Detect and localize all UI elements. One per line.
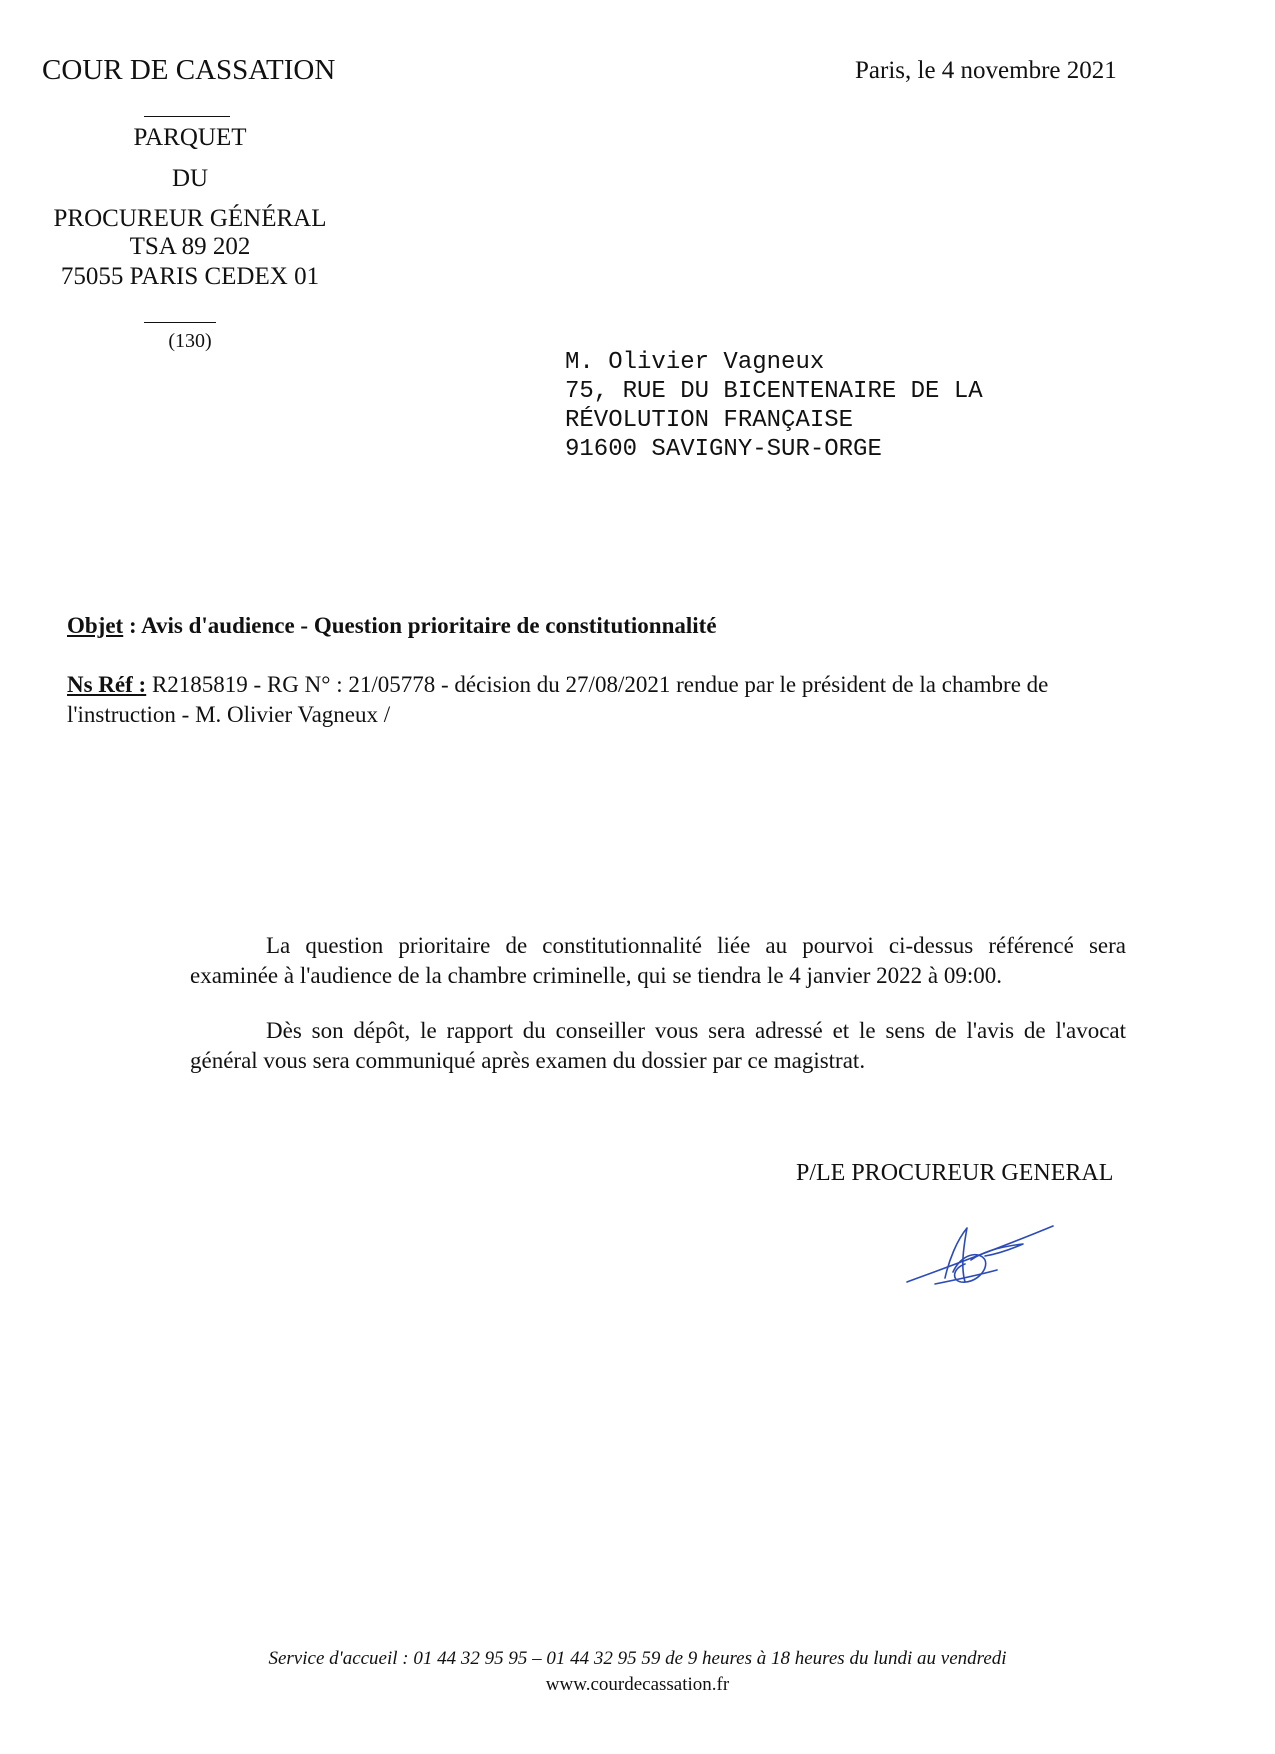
handwritten-signature	[905, 1220, 1055, 1292]
reference-text: R2185819 - RG N° : 21/05778 - décision du 27/08/2021 rendue par le président de la chambre de l'instruction - M. Olivier Vagneux /	[67, 672, 1049, 727]
subject-line	[67, 613, 717, 639]
body-paragraph	[190, 1016, 1126, 1076]
postal-city: 75055 PARIS CEDEX 01	[60, 263, 320, 290]
recipient-line: M. Olivier Vagneux	[565, 349, 825, 376]
department-line: DU	[171, 165, 209, 192]
body-paragraph	[190, 931, 1126, 991]
header-divider	[144, 116, 230, 117]
reference-line	[67, 670, 1127, 730]
department-line: PARQUET	[133, 124, 247, 151]
recipient-line: RÉVOLUTION FRANÇAISE	[565, 407, 854, 434]
header-divider	[144, 322, 216, 323]
subject-label: Objet	[67, 613, 124, 638]
signatory-title: P/LE PROCUREUR GENERAL	[796, 1160, 1114, 1186]
body-text: Dès son dépôt, le rapport du conseiller vous sera adressé et le sens de l'avis de l'avocat général vous sera communiqué après examen du dossier par ce magistrat.	[190, 1018, 1126, 1073]
postal-box: TSA 89 202	[129, 233, 251, 260]
internal-code: (130)	[168, 330, 212, 352]
reference-label: Ns Réf :	[67, 672, 147, 697]
footer-website[interactable]: www.courdecassation.fr	[545, 1674, 730, 1695]
recipient-line: 91600 SAVIGNY-SUR-ORGE	[565, 436, 882, 463]
department-line: PROCUREUR GÉNÉRAL	[53, 205, 327, 232]
court-name: COUR DE CASSATION	[42, 54, 336, 86]
footer-service-line: Service d'accueil : 01 44 32 95 95 – 01 44 32 95 59 de 9 heures à 18 heures du lundi au vendredi	[268, 1648, 1007, 1669]
recipient-address	[565, 348, 983, 464]
subject-separator: :	[123, 613, 142, 638]
date-line: Paris, le 4 novembre 2021	[855, 57, 1117, 84]
recipient-line: 75, RUE DU BICENTENAIRE DE LA	[565, 378, 983, 405]
subject-text: Avis d'audience - Question prioritaire de constitutionnalité	[141, 613, 717, 638]
body-text: La question prioritaire de constitutionnalité liée au pourvoi ci-dessus référencé sera examinée à l'audience de la chambre criminelle, qui se tiendra le 4 janvier 2022 à 09:00.	[190, 933, 1126, 988]
